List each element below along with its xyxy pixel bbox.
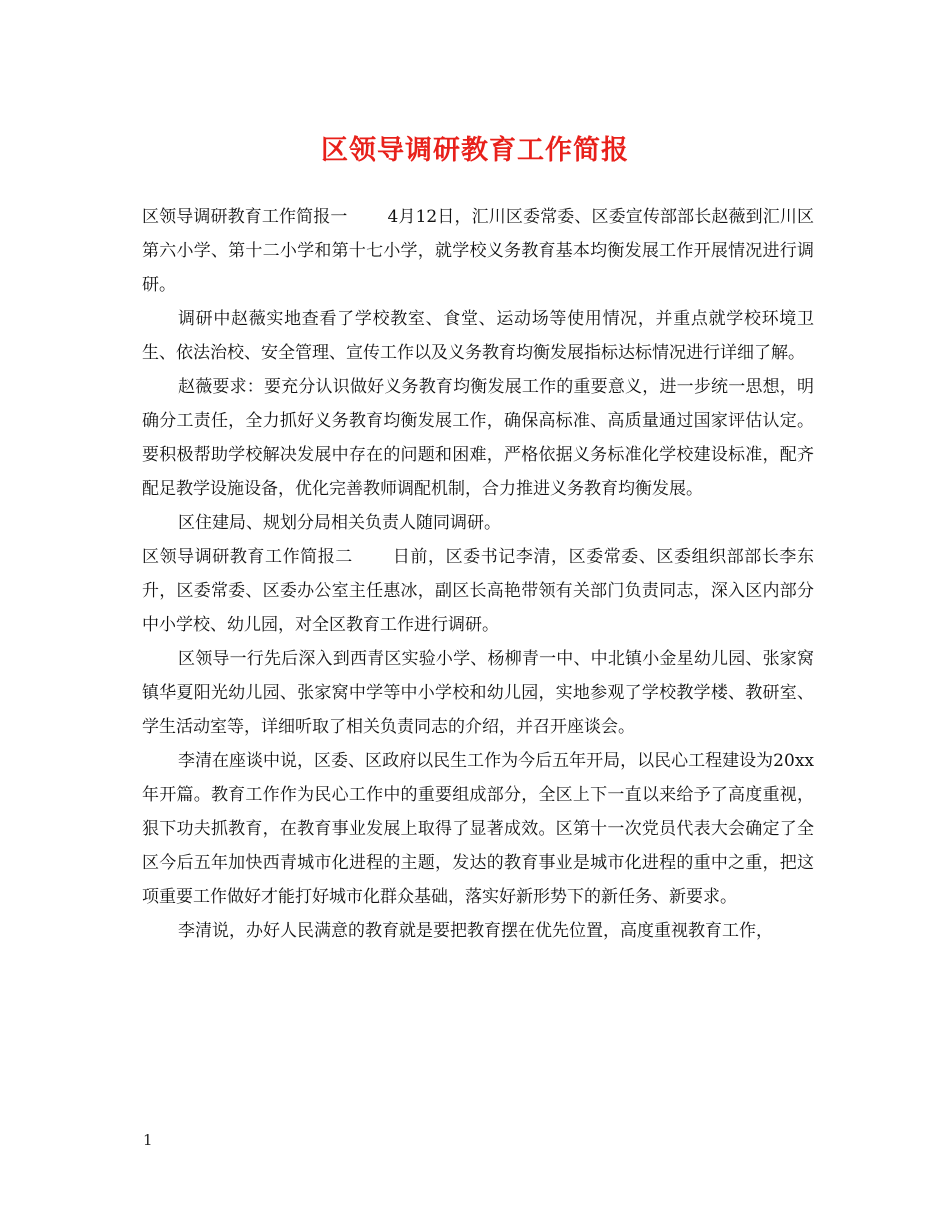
- document-body: [142, 200, 814, 948]
- section1-paragraph: 区住建局、规划分局相关负责人随同调研。: [178, 513, 501, 533]
- section2-heading: 区领导调研教育工作简报二: [142, 547, 353, 567]
- section1-lead-paragraph: [142, 200, 814, 302]
- section2-paragraph: 区领导一行先后深入到西青区实验小学、杨柳青一中、中北镇小金星幼儿园、张家窝镇华夏阳光幼儿园、张家窝中学等中小学校和幼儿园，实地参观了学校教学楼、教研室、学生活动室等，详细听取了相关负责同志的介绍，并召开座谈会。: [142, 649, 814, 737]
- section1-lead: 4月12日，汇川区委常委、区委宣传部部长赵薇到汇川区第六小学、第十二小学和第十七小学，就学校义务教育基本均衡发展工作开展情况进行调研。: [142, 207, 814, 295]
- section2-lead: 日前，区委书记李清，区委常委、区委组织部部长李东升，区委常委、区委办公室主任惠冰，副区长高艳带领有关部门负责同志，深入区内部分中小学校、幼儿园，对全区教育工作进行调研。: [142, 547, 815, 635]
- section2-paragraph: 李清说，办好人民满意的教育就是要把教育摆在优先位置，高度重视教育工作，: [178, 921, 773, 941]
- page-number: 1: [143, 1131, 153, 1149]
- document-title: 区领导调研教育工作简报: [321, 135, 629, 166]
- section1-heading: 区领导调研教育工作简报一: [142, 207, 348, 227]
- section1-paragraph: 调研中赵薇实地查看了学校教室、食堂、运动场等使用情况，并重点就学校环境卫生、依法治校、安全管理、宣传工作以及义务教育均衡发展指标达标情况进行详细了解。: [142, 309, 814, 363]
- section2-paragraph: 李清在座谈中说，区委、区政府以民生工作为今后五年开局，以民心工程建设为20xx年开篇。教育工作作为民心工作中的重要组成部分，全区上下一直以来给予了高度重视，狠下功夫抓教育，在教育事业发展上取得了显著成效。区第十一次党员代表大会确定了全区今后五年加快西青城市化进程的主题，发达的教育事业是城市化进程的重中之重，把这项重要工作做好才能打好城市化群众基础，落实好新形势下的新任务、新要求。: [142, 751, 814, 907]
- section1-paragraph: 赵薇要求：要充分认识做好义务教育均衡发展工作的重要意义，进一步统一思想，明确分工责任，全力抓好义务教育均衡发展工作，确保高标准、高质量通过国家评估认定。要积极帮助学校解决发展中存在的问题和困难，严格依据义务标准化学校建设标准，配齐配足教学设施设备，优化完善教师调配机制，合力推进义务教育均衡发展。: [142, 377, 814, 499]
- section2-lead-paragraph: [142, 540, 814, 642]
